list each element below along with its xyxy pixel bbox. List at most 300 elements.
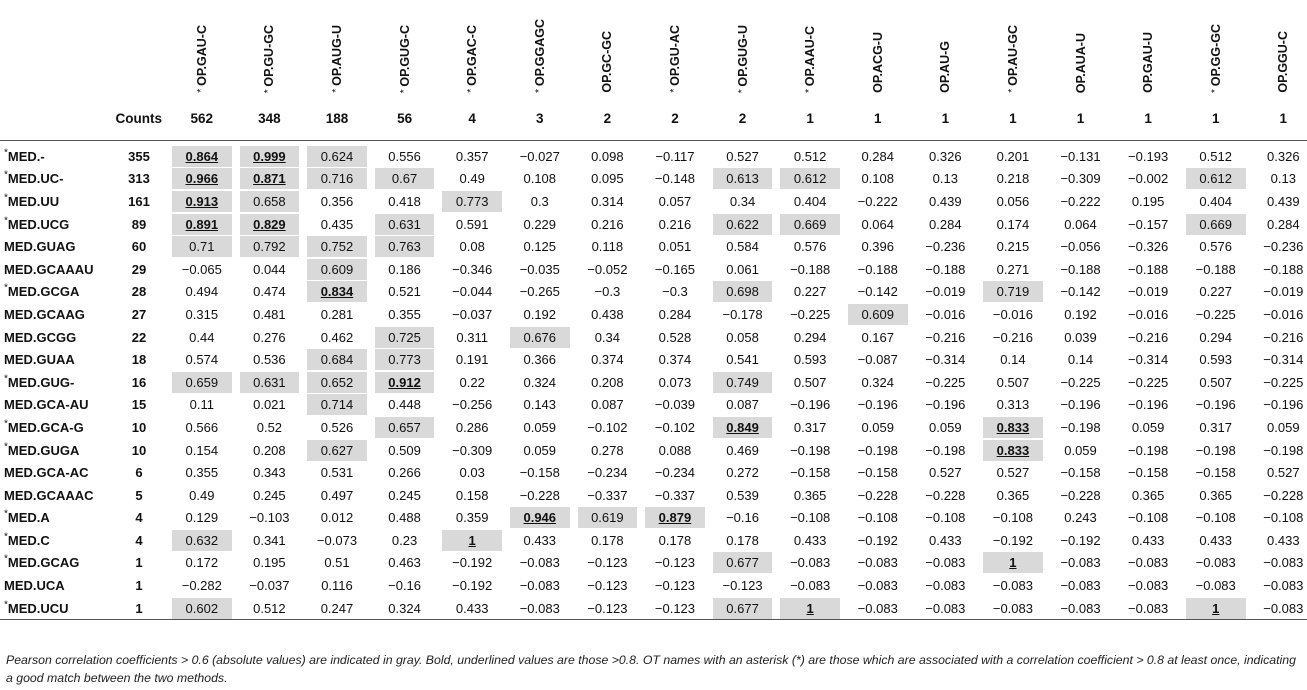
cell-value: 0.192 [523, 306, 557, 322]
cell-value: 0.51 [324, 555, 350, 571]
cell-value: 0.22 [459, 374, 485, 390]
cell-value: 0.507 [1199, 374, 1232, 390]
table-cell [1182, 348, 1250, 371]
table-cell [979, 281, 1047, 304]
row-label: MED.GCA-G [7, 419, 84, 435]
cell-value: 0.129 [185, 510, 219, 526]
table-cell [438, 394, 506, 417]
table-cell [979, 371, 1047, 394]
table-cell [709, 507, 777, 530]
table-cell [1182, 258, 1250, 281]
table-cell [236, 394, 304, 417]
counts-label: Counts [110, 96, 168, 141]
table-cell [1250, 439, 1307, 462]
row-label: MED.GCGA [7, 284, 80, 300]
cell-value: 0.792 [240, 236, 300, 257]
table-row [0, 303, 1307, 326]
table-cell [1047, 141, 1115, 168]
table-cell [709, 281, 777, 304]
table-cell [1182, 597, 1250, 620]
cell-value: 0.23 [391, 532, 418, 548]
cell-value: 0.566 [185, 419, 219, 435]
cell-value: −0.228 [519, 487, 560, 503]
cell-value: 0.284 [658, 306, 692, 322]
table-cell [912, 416, 980, 439]
table-cell [1182, 141, 1250, 168]
table-cell [709, 371, 777, 394]
table-cell [371, 190, 439, 213]
row-name: *MED.UCU [0, 597, 110, 620]
cell-value: 0.435 [320, 216, 354, 232]
row-count: 16 [131, 374, 147, 390]
table-cell [1114, 461, 1182, 484]
cell-value: 0.158 [455, 487, 489, 503]
table-row [0, 507, 1307, 530]
column-name: OP.GGU-C [1276, 31, 1291, 93]
table-cell [709, 574, 777, 597]
table-cell [776, 574, 844, 597]
cell-value: 0.44 [189, 329, 215, 345]
column-header: * OP.AU-GC [1005, 25, 1020, 93]
cell-value: −0.123 [587, 555, 628, 571]
cell-value: 0.528 [658, 329, 692, 345]
cell-value: −0.016 [1263, 306, 1304, 322]
table-cell [168, 348, 236, 371]
table-cell [709, 416, 777, 439]
table-cell [912, 168, 980, 191]
cell-value: 0.266 [388, 465, 421, 481]
cell-value: 0.088 [658, 442, 692, 458]
cell-value: 0.284 [861, 148, 894, 164]
cell-value: 0.341 [253, 532, 286, 548]
table-cell [506, 348, 574, 371]
cell-value: 0.087 [591, 397, 624, 413]
row-label: MED.GUGA [7, 442, 80, 458]
cell-value: 0.999 [240, 146, 300, 167]
column-count: 1 [912, 96, 980, 141]
table-row [0, 190, 1307, 213]
table-cell [1047, 461, 1115, 484]
cell-value: 0.098 [591, 148, 624, 164]
cell-value: −0.056 [1060, 239, 1101, 255]
cell-value: 0.834 [307, 281, 367, 302]
table-cell [776, 461, 844, 484]
column-name: OP.GAC-C [465, 25, 480, 87]
table-row [0, 439, 1307, 462]
table-cell [438, 281, 506, 304]
row-label: MED.- [7, 148, 45, 164]
table-cell [979, 416, 1047, 439]
cell-value: −0.188 [1128, 261, 1169, 277]
table-cell [776, 235, 844, 258]
cell-value: 0.061 [726, 261, 759, 277]
column-count: 2 [641, 96, 709, 141]
table-cell [168, 258, 236, 281]
table-cell [776, 484, 844, 507]
column-header [844, 0, 912, 96]
column-header-row [0, 0, 1307, 96]
cell-value: 0.359 [455, 510, 489, 526]
table-cell [1114, 348, 1182, 371]
table-cell [1047, 416, 1115, 439]
cell-value: 0.481 [253, 306, 286, 322]
cell-value: 0.315 [185, 306, 219, 322]
cell-value: −0.158 [857, 465, 898, 481]
table-cell [1182, 235, 1250, 258]
column-name: OP.GGAGC [532, 19, 547, 87]
table-cell [1047, 235, 1115, 258]
cell-value: 0.676 [510, 327, 570, 348]
cell-value: 0.3 [530, 193, 549, 209]
cell-value: −0.196 [1263, 397, 1304, 413]
table-cell [371, 168, 439, 191]
table-cell [168, 597, 236, 620]
table-cell [776, 348, 844, 371]
table-cell [709, 552, 777, 575]
table-cell [236, 371, 304, 394]
row-name [0, 574, 110, 597]
row-name [0, 235, 110, 258]
cell-value: 0.059 [929, 419, 962, 435]
cell-value: −0.108 [1195, 510, 1236, 526]
cell-value: −0.037 [452, 306, 493, 322]
table-cell [1182, 371, 1250, 394]
cell-value: 0.752 [307, 236, 367, 257]
table-cell [574, 141, 642, 168]
table-cell [1114, 394, 1182, 417]
column-name: OP.AUA-U [1073, 32, 1088, 93]
cell-value: 0.527 [929, 465, 962, 481]
table-cell [641, 552, 709, 575]
table-cell [912, 326, 980, 349]
table-cell [574, 326, 642, 349]
table-cell [1250, 529, 1307, 552]
cell-value: −0.108 [857, 510, 898, 526]
table-cell [709, 258, 777, 281]
table-cell [776, 507, 844, 530]
table-cell [1047, 168, 1115, 191]
table-cell [1250, 416, 1307, 439]
cell-value: 0.108 [861, 171, 894, 187]
cell-value: 0.215 [996, 239, 1030, 255]
cell-value: −0.083 [790, 578, 831, 594]
table-cell [371, 141, 439, 168]
table-cell [168, 529, 236, 552]
cell-value: 0.631 [240, 372, 300, 393]
cell-value: 0.433 [455, 600, 489, 616]
cell-value: 0.864 [172, 146, 232, 167]
table-cell [236, 190, 304, 213]
cell-value: −0.196 [1060, 397, 1101, 413]
table-cell [506, 507, 574, 530]
table-cell [1114, 303, 1182, 326]
table-cell [979, 484, 1047, 507]
cell-value: 0.058 [726, 329, 759, 345]
cell-value: 0.67 [375, 168, 435, 189]
table-cell [912, 507, 980, 530]
cell-value: 0.366 [523, 352, 557, 368]
table-cell [168, 507, 236, 530]
cell-value: 0.593 [793, 352, 827, 368]
cell-value: −0.083 [1128, 555, 1169, 571]
table-row [0, 597, 1307, 620]
row-label: MED.GCA-AC [4, 465, 89, 481]
cell-value: 0.652 [307, 372, 367, 393]
cell-value: −0.039 [654, 397, 696, 413]
cell-value: −0.065 [181, 261, 222, 277]
cell-value: 0.34 [594, 329, 621, 345]
cell-value: −0.083 [925, 578, 966, 594]
table-cell [912, 597, 980, 620]
cell-value: 0.216 [591, 216, 624, 232]
table-cell [776, 141, 844, 168]
cell-value: 0.174 [996, 216, 1030, 232]
cell-value: −0.108 [925, 510, 966, 526]
table-cell [303, 461, 371, 484]
table-cell [641, 326, 709, 349]
cell-value: 0.49 [189, 487, 215, 503]
cell-value: 0.064 [1064, 216, 1097, 232]
row-name: *MED.UC- [4, 170, 64, 187]
column-header: * OP.GU-AC [667, 25, 682, 93]
table-cell [236, 529, 304, 552]
table-cell [1250, 394, 1307, 417]
cell-value: 0.039 [1064, 329, 1097, 345]
cell-value: 0.227 [793, 284, 827, 300]
cell-value: −0.337 [587, 487, 628, 503]
cell-value: −0.142 [857, 284, 898, 300]
cell-value: 0.012 [320, 510, 354, 526]
table-cell [1250, 281, 1307, 304]
table-cell [438, 326, 506, 349]
table-cell [641, 371, 709, 394]
cell-value: −0.158 [519, 465, 560, 481]
cell-value: −0.228 [857, 487, 898, 503]
cell-value: 0.576 [1199, 239, 1232, 255]
table-cell [438, 235, 506, 258]
table-cell [844, 394, 912, 417]
table-cell [438, 168, 506, 191]
cell-value: 0.463 [388, 555, 421, 571]
cell-value: 0.624 [307, 146, 367, 167]
row-name: *MED.GCGA [4, 283, 80, 300]
table-cell [168, 168, 236, 191]
table-cell [979, 529, 1047, 552]
table-cell [776, 597, 844, 620]
cell-value: 0.71 [172, 236, 232, 257]
table-cell [844, 303, 912, 326]
cell-value: 0.539 [726, 487, 759, 503]
table-cell [709, 439, 777, 462]
table-cell [979, 552, 1047, 575]
table-cell [979, 141, 1047, 168]
cell-value: −0.225 [790, 306, 831, 322]
table-cell [709, 168, 777, 191]
column-header: * OP.GUG-U [735, 24, 750, 93]
table-cell [506, 303, 574, 326]
cell-value: −0.309 [1060, 171, 1101, 187]
row-label: MED.UCG [7, 216, 70, 232]
table-cell [168, 574, 236, 597]
table-cell [168, 281, 236, 304]
table-cell [979, 461, 1047, 484]
table-cell [979, 168, 1047, 191]
table-cell [641, 507, 709, 530]
table-cell [506, 461, 574, 484]
table-cell [1114, 371, 1182, 394]
column-header [574, 0, 642, 96]
cell-value: 0.474 [253, 284, 286, 300]
cell-value: 0.462 [320, 329, 354, 345]
table-cell [303, 597, 371, 620]
table-cell [506, 258, 574, 281]
row-count: 28 [131, 284, 147, 300]
table-cell [371, 461, 439, 484]
table-cell [641, 303, 709, 326]
table-cell [574, 371, 642, 394]
cell-value: 0.669 [1186, 214, 1246, 235]
cell-value: 0.669 [780, 214, 840, 235]
row-label: MED.UU [7, 193, 60, 209]
cell-value: 0.284 [929, 216, 962, 232]
table-cell [1047, 507, 1115, 530]
column-name: OP.AU-G [938, 41, 953, 93]
table-cell [1250, 371, 1307, 394]
table-cell [709, 461, 777, 484]
table-cell [844, 371, 912, 394]
cell-value: −0.228 [1060, 487, 1101, 503]
cell-value: −0.192 [452, 578, 493, 594]
table-cell [303, 574, 371, 597]
cell-value: 0.03 [459, 465, 485, 481]
cell-value: −0.123 [722, 578, 763, 594]
table-row [0, 141, 1307, 168]
table-cell [709, 190, 777, 213]
table-row [0, 484, 1307, 507]
cell-value: −0.198 [1060, 419, 1101, 435]
table-cell [912, 235, 980, 258]
table-cell [506, 574, 574, 597]
cell-value: 0.622 [713, 214, 773, 235]
column-count: 1 [844, 96, 912, 141]
cell-value: 0.613 [713, 168, 773, 189]
table-cell [1250, 213, 1307, 236]
row-name [0, 348, 110, 371]
cell-value: −0.16 [726, 510, 759, 526]
table-cell [641, 597, 709, 620]
table-cell [1114, 597, 1182, 620]
cell-value: 0.591 [455, 216, 489, 232]
table-cell [236, 281, 304, 304]
table-cell [1114, 141, 1182, 168]
cell-value: 0.355 [185, 465, 219, 481]
table-cell [574, 394, 642, 417]
cell-value: −0.222 [1060, 193, 1101, 209]
cell-value: 0.059 [1064, 442, 1097, 458]
cell-value: −0.196 [790, 397, 831, 413]
cell-value: −0.314 [925, 352, 966, 368]
cell-value: 0.08 [459, 239, 485, 255]
table-cell [574, 597, 642, 620]
table-cell [776, 303, 844, 326]
table-cell [438, 597, 506, 620]
column-header: * OP.AAU-C [803, 26, 818, 93]
table-cell [168, 552, 236, 575]
cell-value: 0.247 [320, 600, 354, 616]
row-count: 22 [131, 329, 147, 345]
cell-value: −0.198 [925, 442, 966, 458]
cell-value: 0.396 [861, 239, 894, 255]
cell-value: 1 [983, 552, 1043, 573]
cell-value: 0.172 [185, 555, 219, 571]
cell-value: −0.083 [857, 600, 898, 616]
table-cell [1250, 190, 1307, 213]
cell-value: 0.314 [591, 193, 624, 209]
table-cell [1114, 529, 1182, 552]
cell-value: 0.245 [253, 487, 286, 503]
cell-value: 0.946 [510, 507, 570, 528]
table-cell [168, 190, 236, 213]
table-cell [574, 416, 642, 439]
table-cell [1114, 416, 1182, 439]
table-cell [1047, 574, 1115, 597]
table-cell [168, 371, 236, 394]
table-row [0, 326, 1307, 349]
cell-value: −0.083 [1060, 578, 1101, 594]
column-name: OP.GG-GC [1208, 24, 1223, 87]
table-cell [776, 258, 844, 281]
table-cell [1250, 507, 1307, 530]
cell-value: −0.196 [1195, 397, 1236, 413]
cell-value: −0.158 [1128, 465, 1169, 481]
cell-value: 0.773 [442, 191, 502, 212]
table-cell [844, 235, 912, 258]
table-cell [1114, 258, 1182, 281]
table-cell [506, 529, 574, 552]
cell-value: −0.123 [654, 600, 696, 616]
column-header: * OP.GG-GC [1208, 24, 1223, 93]
table-cell [641, 258, 709, 281]
table-cell [709, 348, 777, 371]
table-cell [506, 235, 574, 258]
table-cell [1250, 168, 1307, 191]
table-cell [709, 394, 777, 417]
table-cell [979, 597, 1047, 620]
table-cell [236, 552, 304, 575]
cell-value: −0.314 [1128, 352, 1169, 368]
table-cell [236, 303, 304, 326]
cell-value: −0.108 [1263, 510, 1304, 526]
column-name: OP.GAU-U [1141, 32, 1156, 93]
table-cell [776, 394, 844, 417]
table-cell [438, 213, 506, 236]
table-cell [1250, 303, 1307, 326]
row-label: MED.C [7, 532, 50, 548]
cell-value: 0.294 [1199, 329, 1232, 345]
column-count: 1 [776, 96, 844, 141]
cell-value: −0.108 [1128, 510, 1169, 526]
table-cell [168, 461, 236, 484]
cell-value: 0.488 [388, 510, 421, 526]
table-cell [1182, 439, 1250, 462]
cell-value: 0.326 [929, 148, 962, 164]
column-name: OP.AU-GC [1005, 25, 1020, 87]
cell-value: 0.281 [320, 306, 354, 322]
table-cell [1114, 552, 1182, 575]
table-cell [371, 416, 439, 439]
cell-value: 0.659 [172, 372, 232, 393]
cell-value: −0.198 [790, 442, 831, 458]
